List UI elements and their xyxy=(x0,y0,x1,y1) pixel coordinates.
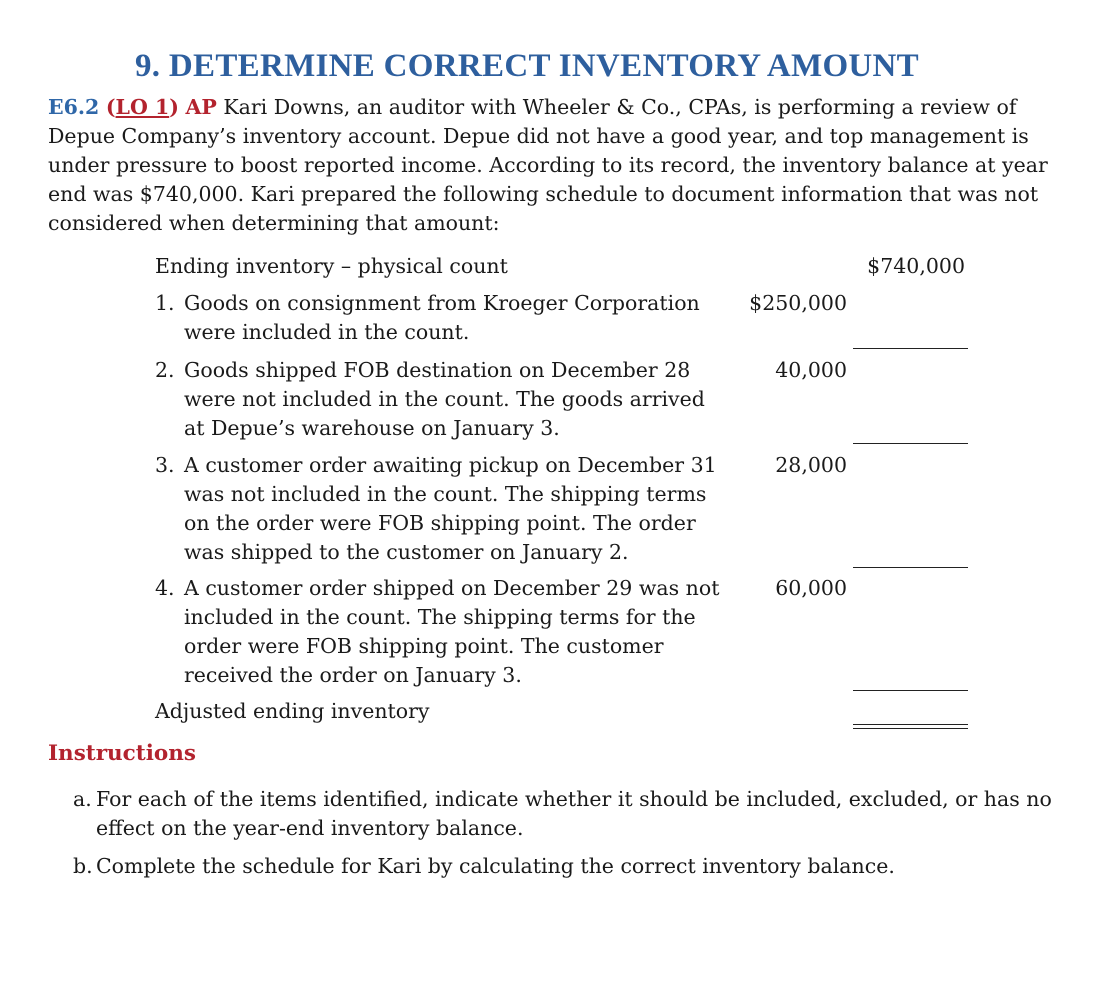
item-4-line-4: received the order on January 3. xyxy=(184,663,522,687)
ending-inventory-amount: $740,000 xyxy=(867,254,965,278)
instruction-a-line-1: For each of the items identified, indicate whether it should be included, excluded, or has no xyxy=(96,787,1052,811)
item-2-line-2: were not included in the count. The goods arrived xyxy=(184,387,705,411)
ap-badge: AP xyxy=(185,95,217,119)
item-4-amount: 60,000 xyxy=(775,576,847,600)
item-1-line-2: were included in the count. xyxy=(184,320,470,344)
instruction-b-label: b. xyxy=(73,854,93,878)
exercise-intro xyxy=(48,93,1073,238)
item-2-number: 2. xyxy=(155,358,175,382)
item-4-number: 4. xyxy=(155,576,175,600)
item-1-number: 1. xyxy=(155,291,175,315)
answer-line-4 xyxy=(853,690,968,691)
adjusted-inventory-label: Adjusted ending inventory xyxy=(155,699,430,723)
item-1-line-1: Goods on consignment from Kroeger Corporation xyxy=(184,291,700,315)
item-3-line-1: A customer order awaiting pickup on December 31 xyxy=(184,453,717,477)
item-2-line-3: at Depue’s warehouse on January 3. xyxy=(184,416,560,440)
answer-line-3 xyxy=(853,567,968,568)
instruction-a-line-2: effect on the year-end inventory balance. xyxy=(96,816,524,840)
instructions-heading: Instructions xyxy=(48,741,196,766)
item-2-amount: 40,000 xyxy=(775,358,847,382)
item-3-line-2: was not included in the count. The shipping terms xyxy=(184,482,707,506)
ending-inventory-label: Ending inventory – physical count xyxy=(155,254,508,278)
instruction-a-label: a. xyxy=(73,787,92,811)
item-1-amount: $250,000 xyxy=(749,291,847,315)
item-3-number: 3. xyxy=(155,453,175,477)
answer-line-1 xyxy=(853,348,968,349)
item-4-line-2: included in the count. The shipping terms for the xyxy=(184,605,696,629)
item-3-line-3: on the order were FOB shipping point. The order xyxy=(184,511,696,535)
item-4-line-1: A customer order shipped on December 29 was not xyxy=(184,576,720,600)
intro-text: Kari Downs, an auditor with Wheeler & Co., CPAs, is performing a review of Depue Company’s inventory account. Depue did not have a good year, and top management is under pressure to boost reported income. According to its record, the inventory balance at year end was $740,000. Kari prepared the following schedule to document information that was not considered when determining that amount: xyxy=(48,95,1048,235)
exercise-code: E6.2 xyxy=(48,95,100,119)
answer-line-2 xyxy=(853,443,968,444)
item-2-line-1: Goods shipped FOB destination on December 28 xyxy=(184,358,691,382)
instruction-b-text: Complete the schedule for Kari by calculating the correct inventory balance. xyxy=(96,854,895,878)
learning-objective: (LO 1) xyxy=(105,95,179,119)
lo-link[interactable]: LO 1 xyxy=(115,95,170,119)
item-3-amount: 28,000 xyxy=(775,453,847,477)
item-4-line-3: order were FOB shipping point. The customer xyxy=(184,634,664,658)
item-3-line-4: was shipped to the customer on January 2. xyxy=(184,540,629,564)
page-title: 9. DETERMINE CORRECT INVENTORY AMOUNT xyxy=(134,48,919,84)
adjusted-total-double-line xyxy=(853,724,968,729)
